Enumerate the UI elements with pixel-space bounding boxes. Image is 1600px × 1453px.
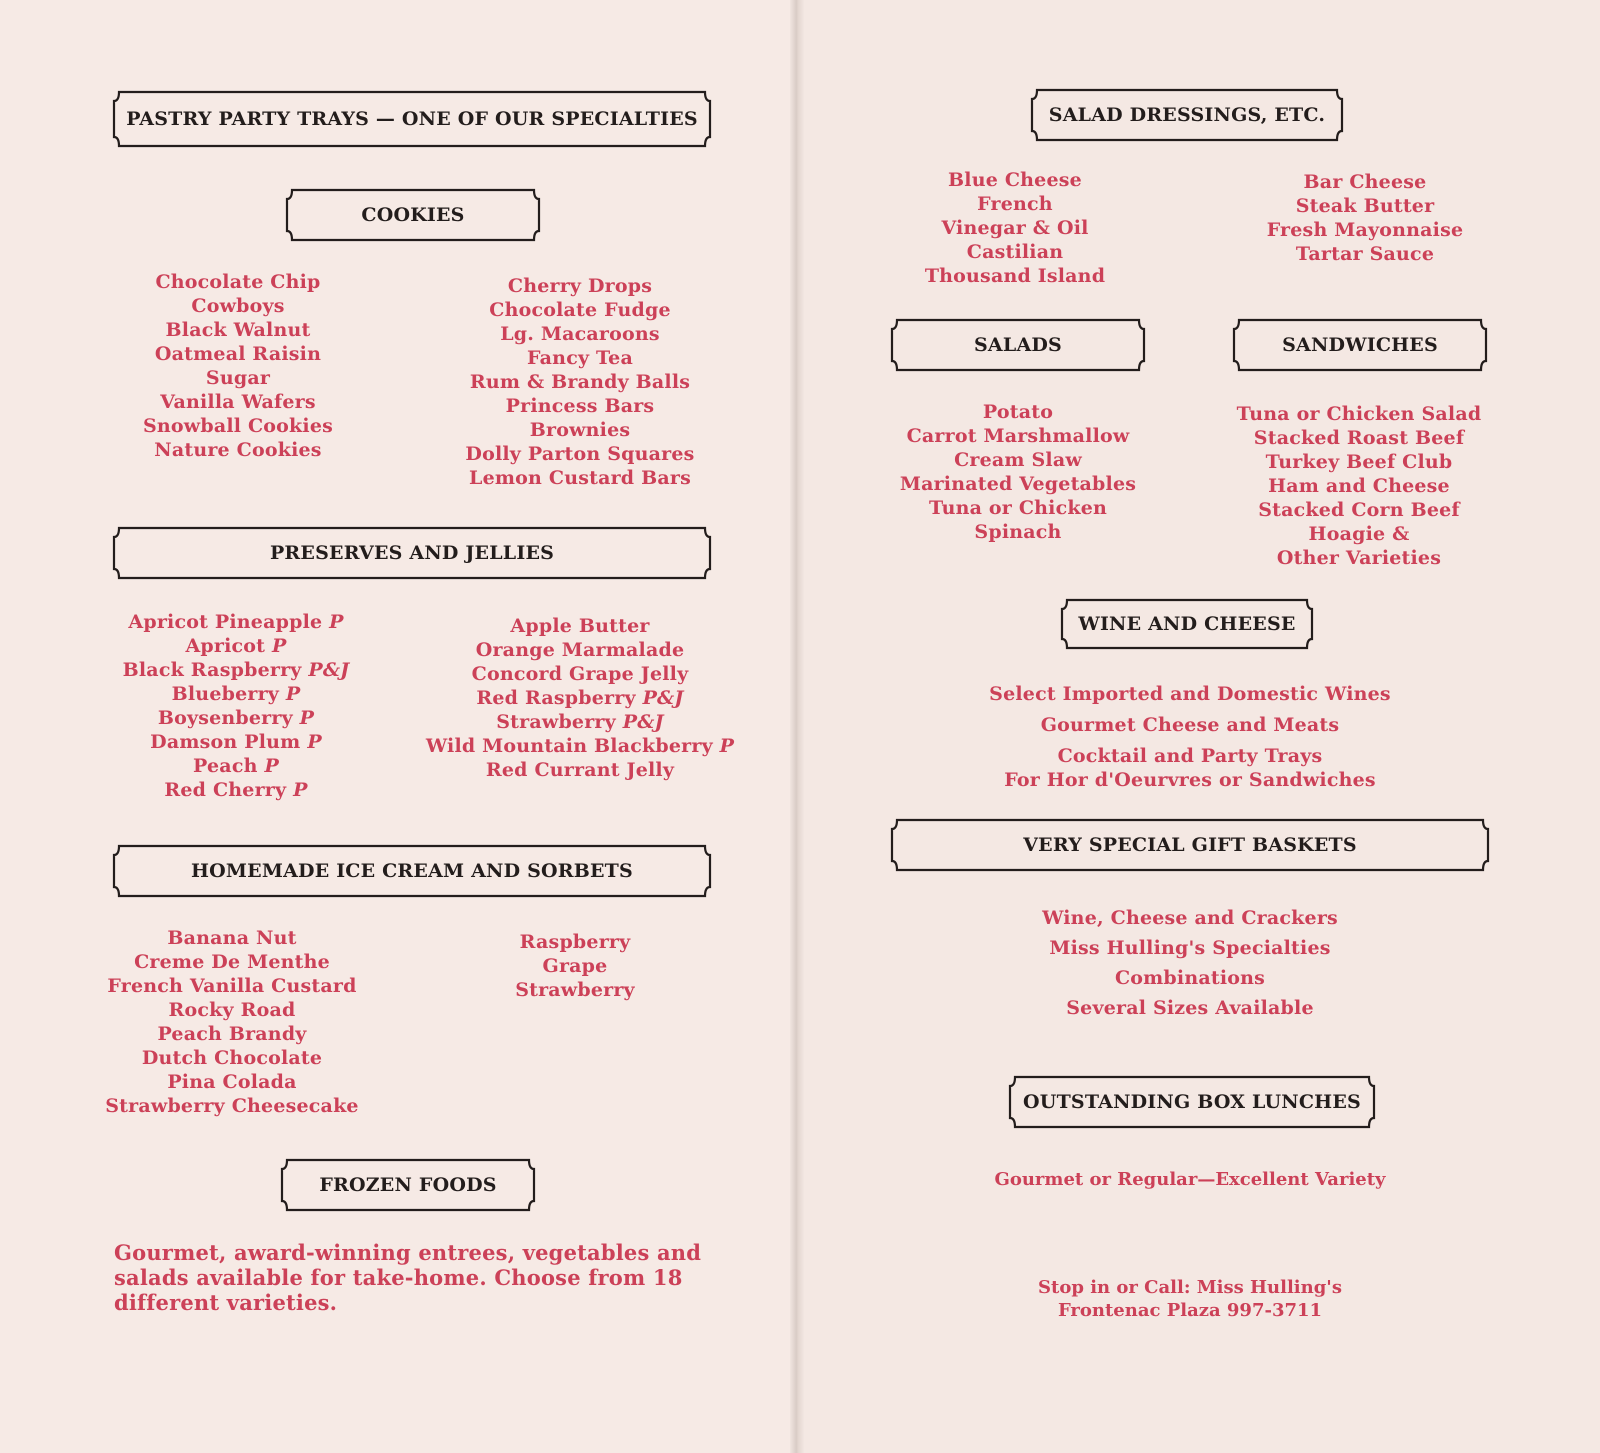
- list-item: [100, 682, 372, 706]
- icecream-title: HOMEMADE ICE CREAM AND SORBETS: [191, 860, 633, 882]
- list-item: Dutch Chocolate: [141, 1047, 323, 1069]
- item-name: Red Currant Jelly: [485, 759, 675, 781]
- list-item: Other Varieties: [1276, 547, 1442, 569]
- list-item: Lg. Macaroons: [500, 323, 660, 345]
- pastry-trays-heading: [110, 88, 714, 150]
- dressings-title: SALAD DRESSINGS, ETC.: [1048, 104, 1326, 126]
- list-item: Potato: [982, 401, 1054, 423]
- list-item: Dolly Parton Squares: [465, 443, 695, 465]
- list-item: [420, 662, 740, 686]
- list-item: Spinach: [974, 521, 1062, 543]
- frozen-foods-heading: [278, 1156, 538, 1214]
- list-item: Carrot Marshmallow: [906, 425, 1130, 447]
- item-name: Apple Butter: [510, 615, 650, 637]
- box-lunches-title: OUTSTANDING BOX LUNCHES: [1023, 1091, 1361, 1113]
- salads-heading: [888, 316, 1148, 374]
- list-item: Ham and Cheese: [1268, 475, 1450, 497]
- gift-baskets-heading: [888, 816, 1492, 874]
- item-name: Blueberry: [171, 683, 280, 705]
- wine-line-3: Cocktail and Party Trays: [1057, 745, 1323, 767]
- list-item: Nature Cookies: [154, 439, 322, 461]
- list-item: Vanilla Wafers: [160, 391, 316, 413]
- item-name: Apricot: [185, 635, 266, 657]
- list-item: Raspberry: [519, 931, 631, 953]
- list-item: Snowball Cookies: [142, 415, 334, 437]
- list-item: [100, 754, 372, 778]
- salads-list: [890, 400, 1146, 544]
- list-item: Grape: [542, 955, 608, 977]
- item-code: P: [719, 735, 735, 757]
- dressings-list-2: [1250, 170, 1480, 266]
- list-item: Thousand Island: [924, 265, 1106, 287]
- box-lunches-text: Gourmet or Regular—Excellent Variety: [994, 1169, 1386, 1190]
- center-fold: [790, 0, 804, 1453]
- item-name: Red Raspberry: [476, 687, 636, 709]
- wine-line-1: Select Imported and Domestic Wines: [989, 683, 1391, 705]
- list-item: Creme De Menthe: [134, 951, 330, 973]
- list-item: Rocky Road: [168, 999, 296, 1021]
- list-item: Lemon Custard Bars: [469, 467, 691, 489]
- icecream-list-1: [100, 926, 364, 1118]
- frozen-foods-title: FROZEN FOODS: [319, 1174, 497, 1196]
- list-item: [100, 634, 372, 658]
- cookies-title: COOKIES: [361, 204, 465, 226]
- gift-baskets-title: VERY SPECIAL GIFT BASKETS: [1023, 834, 1357, 856]
- icecream-list-2: [480, 930, 670, 1002]
- item-name: Wild Mountain Blackberry: [425, 735, 713, 757]
- list-item: Oatmeal Raisin: [154, 343, 322, 365]
- contact-line-2: Frontenac Plaza 997-3711: [1057, 1300, 1323, 1321]
- item-name: Boysenberry: [157, 707, 293, 729]
- preserves-heading: [110, 524, 714, 582]
- list-item: [420, 614, 740, 638]
- list-item: Blue Cheese: [948, 169, 1082, 191]
- list-item: Tuna or Chicken: [928, 497, 1108, 519]
- item-code: P: [264, 755, 279, 777]
- preserves-list-1: [100, 610, 372, 802]
- preserves-list-2: [420, 614, 740, 782]
- item-name: Concord Grape Jelly: [471, 663, 689, 685]
- list-item: Strawberry Cheesecake: [105, 1095, 359, 1117]
- list-item: French Vanilla Custard: [107, 975, 357, 997]
- wine-cheese-heading: [1058, 596, 1316, 652]
- list-item: [420, 710, 740, 734]
- wine-line-4: For Hor d'Oeurvres or Sandwiches: [1004, 769, 1376, 791]
- list-item: Turkey Beef Club: [1265, 451, 1453, 473]
- list-item: [100, 706, 372, 730]
- list-item: Several Sizes Available: [1066, 997, 1314, 1019]
- preserves-title: PRESERVES AND JELLIES: [269, 542, 555, 564]
- list-item: Stacked Roast Beef: [1253, 427, 1465, 449]
- list-item: Wine, Cheese and Crackers: [1042, 907, 1338, 929]
- dressings-list-1: [900, 168, 1130, 288]
- frozen-foods-text: Gourmet, award-winning entrees, vegetables and salads available for take-home. Choose from 18 different varieties.: [114, 1240, 702, 1315]
- list-item: [100, 778, 372, 802]
- item-name: Peach: [193, 755, 258, 777]
- contact-line-1: Stop in or Call: Miss Hulling's: [1038, 1277, 1342, 1298]
- sandwiches-title: SANDWICHES: [1282, 334, 1438, 356]
- item-name: Black Raspberry: [122, 659, 302, 681]
- sandwiches-list: [1226, 402, 1492, 570]
- list-item: Steak Butter: [1295, 195, 1435, 217]
- pastry-trays-title: PASTRY PARTY TRAYS — ONE OF OUR SPECIALTIES: [126, 108, 698, 130]
- dressings-heading: [1028, 86, 1346, 144]
- list-item: Rum & Brandy Balls: [469, 371, 691, 393]
- item-code: P&J: [308, 659, 350, 681]
- list-item: Cherry Drops: [507, 275, 653, 297]
- item-code: P: [285, 683, 301, 705]
- list-item: Bar Cheese: [1303, 171, 1427, 193]
- item-name: Damson Plum: [150, 731, 301, 753]
- item-name: Red Cherry: [164, 779, 287, 801]
- item-code: P&J: [622, 711, 664, 733]
- list-item: Tuna or Chicken Salad: [1236, 403, 1482, 425]
- list-item: Vinegar & Oil: [941, 217, 1089, 239]
- list-item: Tartar Sauce: [1295, 243, 1435, 265]
- list-item: Cream Slaw: [954, 449, 1082, 471]
- list-item: [420, 638, 740, 662]
- list-item: Fresh Mayonnaise: [1266, 219, 1464, 241]
- list-item: Marinated Vegetables: [899, 473, 1137, 495]
- wine-cheese-list: [950, 682, 1430, 792]
- list-item: Miss Hulling's Specialties: [1049, 937, 1331, 959]
- item-code: P: [329, 611, 344, 633]
- list-item: [100, 610, 372, 634]
- list-item: Sugar: [205, 367, 271, 389]
- item-code: P: [272, 635, 287, 657]
- cookies-list-2: [440, 274, 720, 490]
- list-item: Fancy Tea: [527, 347, 633, 369]
- list-item: Peach Brandy: [157, 1023, 307, 1045]
- gift-baskets-list: [1000, 906, 1380, 1026]
- list-item: Strawberry: [515, 979, 635, 1001]
- list-item: Castilian: [966, 241, 1064, 263]
- item-code: P: [307, 731, 322, 753]
- list-item: Stacked Corn Beef: [1258, 499, 1460, 521]
- box-lunches-heading: [1006, 1073, 1378, 1131]
- salads-title: SALADS: [974, 334, 1062, 356]
- item-code: P: [299, 707, 315, 729]
- list-item: French: [977, 193, 1053, 215]
- list-item: Chocolate Chip: [155, 271, 321, 293]
- list-item: Pina Colada: [167, 1071, 297, 1093]
- list-item: [100, 658, 372, 682]
- item-name: Strawberry: [496, 711, 616, 733]
- item-name: Orange Marmalade: [475, 639, 685, 661]
- wine-cheese-title: WINE AND CHEESE: [1078, 613, 1296, 635]
- list-item: Banana Nut: [167, 927, 297, 949]
- list-item: Hoagie &: [1308, 523, 1410, 545]
- item-name: Apricot Pineapple: [128, 611, 323, 633]
- list-item: [420, 734, 740, 758]
- list-item: [100, 730, 372, 754]
- sandwiches-heading: [1230, 316, 1490, 374]
- list-item: Princess Bars: [505, 395, 655, 417]
- cookies-heading: [283, 186, 543, 244]
- list-item: [420, 758, 740, 782]
- icecream-heading: [110, 842, 714, 900]
- list-item: Combinations: [1114, 967, 1266, 989]
- list-item: Brownies: [529, 419, 631, 441]
- cookies-list-1: [110, 270, 366, 462]
- item-code: P: [293, 779, 308, 801]
- item-code: P&J: [642, 687, 684, 709]
- list-item: Chocolate Fudge: [489, 299, 671, 321]
- list-item: Cowboys: [191, 295, 285, 317]
- wine-line-2: Gourmet Cheese and Meats: [1040, 714, 1340, 736]
- list-item: [420, 686, 740, 710]
- list-item: Black Walnut: [165, 319, 311, 341]
